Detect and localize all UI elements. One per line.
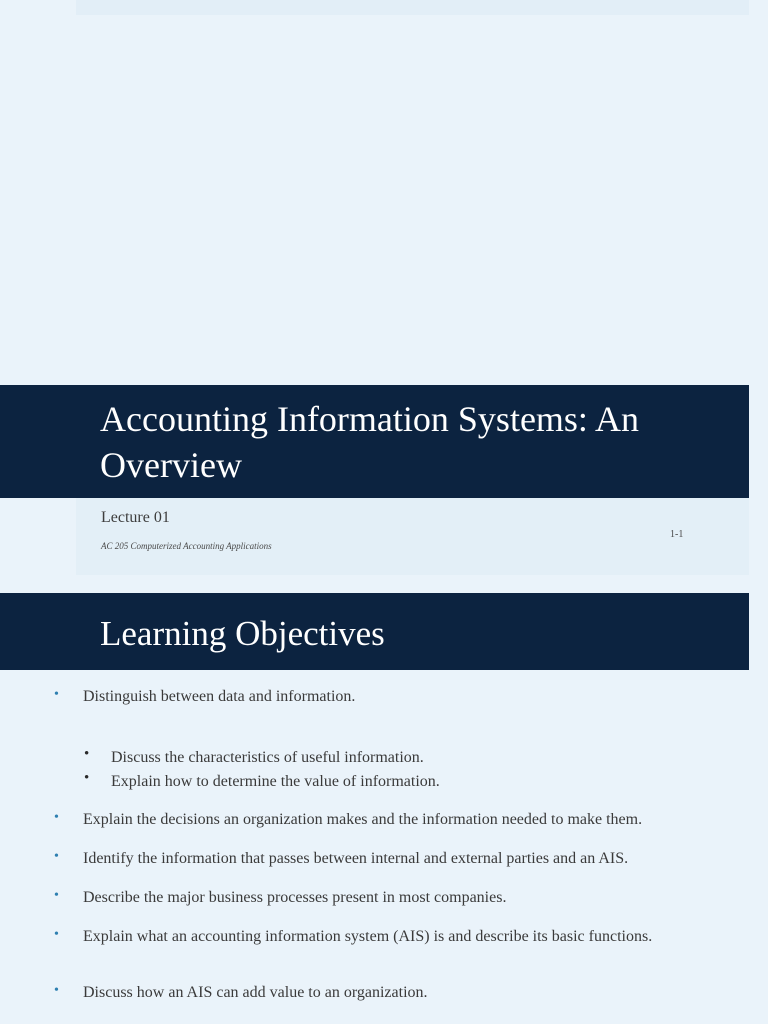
bullet-icon: • [54, 927, 59, 942]
objective-item [54, 983, 733, 1001]
subtitle-area [76, 498, 749, 575]
objective-subitem [84, 770, 711, 790]
objective-text: Discuss the characteristics of useful information. [111, 749, 424, 766]
objective-subitem [84, 746, 711, 766]
objective-item [54, 927, 673, 945]
previous-slide-edge [76, 0, 749, 15]
objective-item [54, 810, 733, 828]
objective-item [54, 888, 733, 906]
course-label: AC 205 Computerized Accounting Applications [101, 541, 272, 551]
section-title: Learning Objectives [100, 614, 385, 653]
objective-text: Explain how to determine the value of information. [111, 773, 440, 790]
objective-text: Distinguish between data and information. [83, 688, 356, 705]
objective-text: Explain what an accounting information system (AIS) is and describe its basic functions. [83, 928, 653, 945]
objective-text: Explain the decisions an organization makes and the information needed to make them. [83, 811, 643, 828]
bullet-icon: • [84, 746, 90, 762]
bullet-icon: • [54, 687, 59, 702]
bullet-icon: • [54, 849, 59, 864]
objective-text: Discuss how an AIS can add value to an organization. [83, 984, 428, 1001]
objective-text: Describe the major business processes present in most companies. [83, 889, 507, 906]
bullet-icon: • [54, 888, 59, 903]
slide-title: Accounting Information Systems: An Overview [100, 399, 639, 485]
lecture-label: Lecture 01 [101, 509, 170, 526]
bullet-icon: • [54, 810, 59, 825]
bullet-icon: • [54, 983, 59, 998]
slide-number: 1-1 [670, 529, 684, 540]
objective-item [54, 849, 733, 867]
objective-text: Identify the information that passes between internal and external parties and an AIS. [83, 850, 629, 867]
bullet-icon: • [84, 770, 90, 786]
objective-item [54, 687, 723, 705]
